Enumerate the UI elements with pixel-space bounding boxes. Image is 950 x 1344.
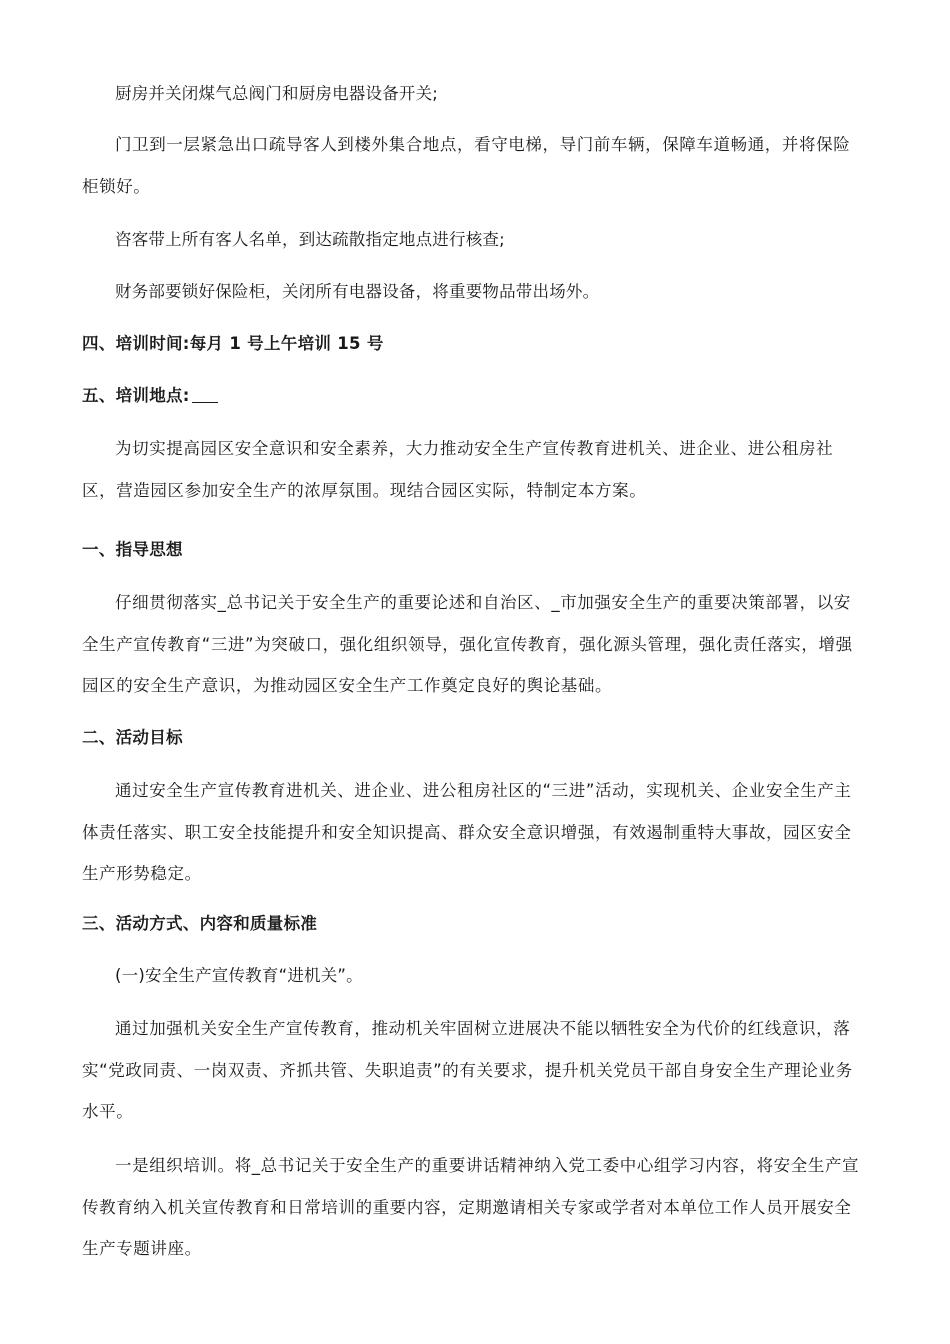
paragraph-into-agencies: (一)安全生产宣传教育“进机关”。 (115, 966, 363, 985)
paragraph-finance-safe: 财务部要锁好保险柜，关闭所有电器设备，将重要物品带出场外。 (115, 282, 600, 301)
heading-activity-method: 三、活动方式、内容和质量标准 (82, 914, 318, 933)
heading-training-time: 四、培训时间:每月 1 号上午培训 15 号 (82, 334, 384, 353)
training-place-blank (192, 387, 218, 403)
paragraph-organize-training: 一是组织培训。将_总书记关于安全生产的重要讲话精神纳入党工委中心组学习内容，将安全生产宣传教育纳入机关宣传教育和日常培训的重要内容，定期邀请相关专家或学者对本单位工作人员开展安全生产专题讲座。 (82, 1156, 860, 1258)
heading-activity-goal: 二、活动目标 (82, 728, 183, 747)
training-place-label: 五、培训地点: (82, 386, 190, 405)
paragraph-guard-evacuation: 门卫到一层紧急出口疏导客人到楼外集合地点，看守电梯，导门前车辆，保障车道畅通，并将保险柜锁好。 (82, 135, 851, 196)
heading-training-place (82, 386, 872, 406)
paragraph-guiding-thought: 仔细贯彻落实_总书记关于安全生产的重要论述和自治区、_市加强安全生产的重要决策部署，以安全生产宣传教育“三进”为突破口，强化组织领导，强化宣传教育，强化源头管理，强化责任落实，增强园区的安全生产意识，为推动园区安全生产工作奠定良好的舆论基础。 (82, 593, 853, 695)
heading-guiding-thought: 一、指导思想 (82, 540, 183, 559)
paragraph-host-guest-list: 咨客带上所有客人名单，到达疏散指定地点进行核查; (115, 230, 505, 249)
paragraph-kitchen-gas: 厨房并关闭煤气总阀门和厨房电器设备开关; (115, 84, 439, 103)
paragraph-introduction: 为切实提高园区安全意识和安全素养，大力推动安全生产宣传教育进机关、进企业、进公租房社区，营造园区参加安全生产的浓厚氛围。现结合园区实际，特制定本方案。 (82, 439, 834, 500)
paragraph-activity-goal: 通过安全生产宣传教育进机关、进企业、进公租房社区的“三进”活动，实现机关、企业安全生产主体责任落实、职工安全技能提升和安全知识提高、群众安全意识增强，有效遏制重特大事故，园区安全生产形势稳定。 (82, 781, 852, 883)
paragraph-agency-education: 通过加强机关安全生产宣传教育，推动机关牢固树立进展决不能以牺牲安全为代价的红线意识，落实“党政同责、一岗双责、齐抓共管、失职追责”的有关要求，提升机关党员干部自身安全生产理论业务水平。 (82, 1019, 853, 1121)
